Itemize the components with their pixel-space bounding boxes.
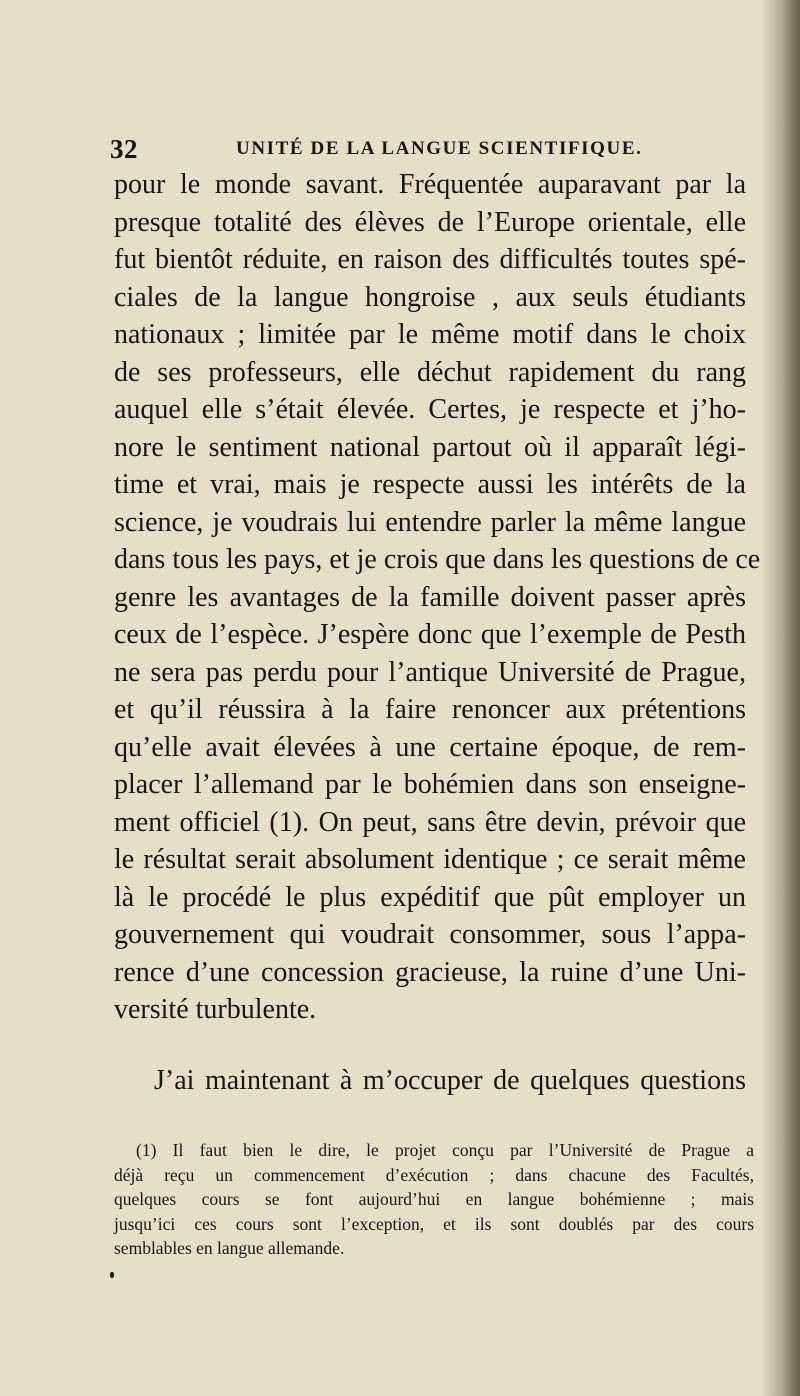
text-line: time et vrai, mais je respecte aussi les intérêts de la [114,469,746,500]
ink-speck [110,1272,114,1278]
text-line: versité turbulente. [114,994,317,1025]
footnote-line: (1) Il faut bien le dire, le projet conçu par l’Université de Prague a [136,1140,754,1160]
text-line: ne sera pas perdu pour l’antique Université de Prague, [114,656,746,688]
text-line: nationaux ; limitée par le même motif dans le choix [114,319,746,350]
page-edge-shadow [782,0,800,1396]
text-line: ciales de la langue hongroise , aux seuls étudiants [114,281,746,313]
text-line: pour le monde savant. Fréquentée auparavant par la [114,169,746,200]
text-line: auquel elle s’était élevée. Certes, je respecte et j’ho- [114,394,746,425]
text-line: gouvernement qui voudrait consommer, sous l’appa- [114,919,746,950]
footnote-line: quelques cours se font aujourd’hui en langue bohémienne ; mais [114,1189,754,1210]
footnote-line: déjà reçu un commencement d’exécution ; dans chacune des Facultés, [114,1164,754,1185]
paragraph-2 [114,1062,746,1100]
text-line: qu’elle avait élevées à une certaine époque, de rem- [114,731,746,763]
text-line: nore le sentiment national partout où il apparaît légi- [114,431,746,463]
text-line: placer l’allemand par le bohémien dans son enseigne- [114,769,746,800]
text-line: là le procédé le plus expéditif que pût employer un [114,881,746,913]
text-line: dans tous les pays, et je crois que dans les questions de ce [114,544,761,575]
text-line: J’ai maintenant à m’occuper de quelques questions [154,1065,746,1096]
text-line: le résultat serait absolument identique ; ce serait même [114,844,746,875]
text-line: fut bientôt réduite, en raison des difficultés toutes spé- [114,244,746,275]
footnote-line: jusqu’ici ces cours sont l’exception, et ils sont doublés par des cours [114,1213,754,1234]
text-line: de ses professeurs, elle déchut rapidement du rang [114,356,746,388]
text-line: et qu’il réussira à la faire renoncer aux prétentions [114,694,746,725]
text-line: genre les avantages de la famille doivent passer après [114,581,746,613]
running-head: UNITÉ DE LA LANGUE SCIENTIFIQUE. [236,138,643,159]
text-line: ceux de l’espèce. J’espère donc que l’exemple de Pesth [114,619,746,650]
text-line: ment officiel (1). On peut, sans être devin, prévoir que [114,806,746,838]
paragraph-1 [114,166,761,1029]
text-line: rence d’une concession gracieuse, la ruine d’une Uni- [114,956,746,988]
footnote [114,1138,754,1261]
text-line: science, je voudrais lui entendre parler la même langue [114,506,746,538]
footnote-line: semblables en langue allemande. [114,1238,345,1259]
page-number: 32 [110,134,138,164]
text-line: presque totalité des élèves de l’Europe orientale, elle [114,206,746,238]
